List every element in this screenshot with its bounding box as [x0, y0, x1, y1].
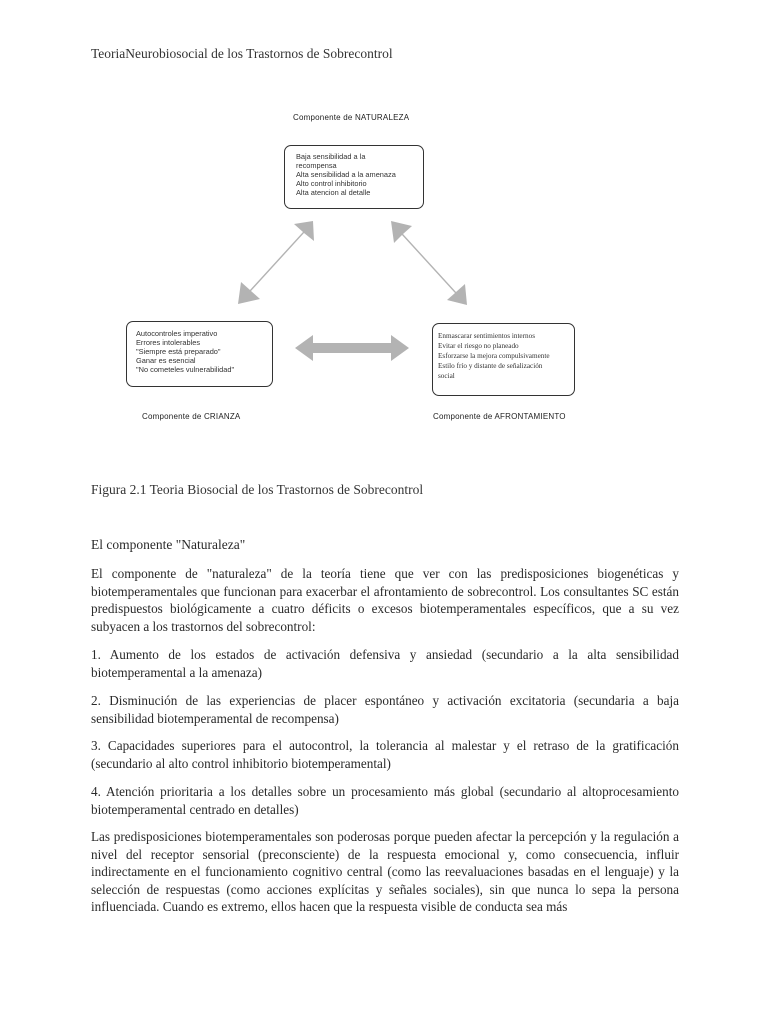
coping-item: Evitar el riesgo no planeado [438, 342, 519, 350]
nurture-component-title: Componente de CRIANZA [142, 412, 241, 421]
figure-caption: Figura 2.1 Teoria Biosocial de los Trastornos de Sobrecontrol [91, 482, 424, 497]
nature-item: Alta sensibilidad a la amenaza [296, 170, 396, 179]
page-header: TeoriaNeurobiosocial de los Trastornos de Sobrecontrol [91, 46, 393, 61]
list-item-4: 4. Atención prioritaria a los detalles sobre un procesamiento más global (secundario al altoprocesamiento biotemperamental centrado en detalles) [91, 784, 679, 817]
nurture-item: "No cometeles vulnerabilidad" [136, 365, 235, 374]
coping-item: social [438, 372, 455, 380]
arrow-nature-coping [391, 221, 467, 305]
list-item-3: 3. Capacidades superiores para el autocontrol, la tolerancia al malestar y el retraso de la gratificación (secundario al alto control inhibitorio biotemperamental) [91, 738, 679, 771]
coping-component-box [432, 323, 575, 396]
nurture-component-box [126, 321, 273, 387]
list-item-2: 2. Disminución de las experiencias de placer espontáneo y activación excitatoria (secundaria a baja sensibilidad biotemperamental de recompensa) [91, 693, 679, 726]
nature-item: Baja sensibilidad a la [296, 152, 366, 161]
nurture-item: Errores intolerables [136, 338, 201, 347]
nature-item: Alto control inhibitorio [296, 179, 367, 188]
coping-item: Enmascarar sentimientos internos [438, 332, 536, 340]
coping-component-title: Componente de AFRONTAMIENTO [433, 412, 566, 421]
nurture-item: Autocontroles imperativo [136, 329, 218, 338]
paragraph-closing: Las predisposiciones biotemperamentales son poderosas porque pueden afectar la percepción y la regulación a nivel del receptor sensorial (preconsciente) de la respuesta emocional y, como consecuencia, influir indirectamente en el funcionamiento cognitivo central (como las reevaluaciones basadas en el lenguaje) y la selección de respuestas (como acciones explícitas y señales sociales), sin que nunca lo sepa la persona influenciada. Cuando es extremo, ellos hacen que la respuesta visible de conducta sea más [91, 829, 679, 914]
nature-component-title: Componente de NATURALEZA [293, 113, 410, 122]
nurture-item: Ganar es esencial [136, 356, 196, 365]
diagram-arrows [0, 0, 768, 470]
list-item-1: 1. Aumento de los estados de activación defensiva y ansiedad (secundario a la alta sensibilidad biotemperamental a la amenaza) [91, 647, 679, 680]
paragraph-intro: El componente de "naturaleza" de la teoría tiene que ver con las predisposiciones biogenéticas y biotemperamentales que funcionan para exacerbar el afrontamiento de sobrecontrol. Los consultantes SC están predispuestos biológicamente a cuatro déficits o excesos biotemperamentales específicos, que a su vez subyacen a los trastornos del sobrecontrol: [91, 566, 679, 634]
nurture-item: "Siempre está preparado" [136, 347, 221, 356]
arrow-nature-nurture [238, 221, 314, 304]
nature-item: Alta atencion al detalle [296, 188, 371, 197]
arrow-nurture-coping [295, 335, 409, 361]
biosocial-diagram [0, 0, 768, 470]
nature-item: recompensa [296, 161, 337, 170]
coping-item: Estilo frío y distante de señalización [438, 362, 543, 370]
coping-item: Esforzarse la mejora compulsivamente [438, 352, 550, 360]
section-title: El componente "Naturaleza" [91, 537, 246, 552]
